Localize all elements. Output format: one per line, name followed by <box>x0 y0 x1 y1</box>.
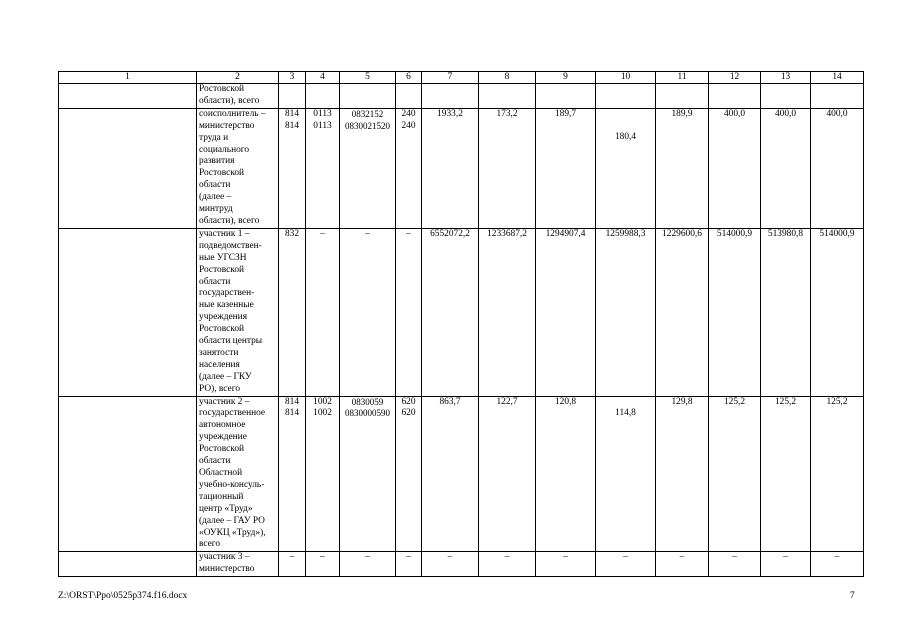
row-label: участник 1 – подведомствен- ные УГСЗН Ростовской области государствен- ные казенные учреждения Ростовской области центры занятости населения (далее – ГКУ РО), всего <box>197 228 279 396</box>
table-row <box>59 84 864 109</box>
cell-col5: – <box>340 552 396 577</box>
col-header-7: 7 <box>422 72 479 84</box>
cell-col8: 1233687,2 <box>479 228 536 396</box>
row-label: участник 3 – министерство <box>197 552 279 577</box>
cell-col5: – <box>340 228 396 396</box>
col-header-1: 1 <box>59 72 197 84</box>
table-cell <box>536 84 596 109</box>
table-cell <box>709 84 761 109</box>
cell-col11: 189,9 <box>656 108 709 228</box>
table-cell <box>656 84 709 109</box>
table-row <box>59 396 864 552</box>
table-cell <box>59 552 197 577</box>
table-cell <box>396 84 422 109</box>
cell-col12: 514000,9 <box>709 228 761 396</box>
table-cell <box>422 84 479 109</box>
cell-col8: 173,2 <box>479 108 536 228</box>
table-cell <box>59 108 197 228</box>
col-header-6: 6 <box>396 72 422 84</box>
footer-file-path: Z:\ORST\Ppo\0525p374.f16.docx <box>58 591 188 601</box>
cell-col7: – <box>422 552 479 577</box>
col-header-8: 8 <box>479 72 536 84</box>
table-cell <box>59 84 197 109</box>
table-cell <box>596 84 656 109</box>
table-cell <box>761 84 811 109</box>
cell-col5: 0832152 0830021520 <box>340 108 396 228</box>
cell-col12: 125,2 <box>709 396 761 552</box>
col-header-4: 4 <box>306 72 340 84</box>
cell-col6: 240 240 <box>396 108 422 228</box>
cell-col10: 1259988,3 <box>596 228 656 396</box>
cell-col12: 400,0 <box>709 108 761 228</box>
table-cell <box>479 84 536 109</box>
cell-col11: 1229600,6 <box>656 228 709 396</box>
cell-col3: 832 <box>279 228 306 396</box>
cell-col14: 125,2 <box>811 396 864 552</box>
col-header-10: 10 <box>596 72 656 84</box>
cell-col8: – <box>479 552 536 577</box>
cell-col3: 814 814 <box>279 108 306 228</box>
cell-col7: 863,7 <box>422 396 479 552</box>
cell-col6: 620 620 <box>396 396 422 552</box>
cell-col9: 120,8 <box>536 396 596 552</box>
col-header-11: 11 <box>656 72 709 84</box>
cell-col4: – <box>306 228 340 396</box>
row-label: Ростовской области), всего <box>197 84 279 109</box>
cell-col14: 400,0 <box>811 108 864 228</box>
cell-col11: – <box>656 552 709 577</box>
col-header-13: 13 <box>761 72 811 84</box>
table-cell <box>306 84 340 109</box>
cell-col9: 1294907,4 <box>536 228 596 396</box>
table-cell <box>811 84 864 109</box>
cell-col5: 0830059 0830000590 <box>340 396 396 552</box>
cell-col3: 814 814 <box>279 396 306 552</box>
cell-col12: – <box>709 552 761 577</box>
cell-col3: – <box>279 552 306 577</box>
cell-col10: – <box>596 552 656 577</box>
row-label: соисполнитель – министерство труда и социального развития Ростовской области (далее – минтруд области), всего <box>197 108 279 228</box>
table-row <box>59 228 864 396</box>
cell-col7: 1933,2 <box>422 108 479 228</box>
cell-col7: 6552072,2 <box>422 228 479 396</box>
table-cell <box>59 396 197 552</box>
footer-page-number: 7 <box>850 591 855 601</box>
cell-col4: 0113 0113 <box>306 108 340 228</box>
table-row <box>59 108 864 228</box>
cell-col10: 180,4 <box>596 108 656 228</box>
col-header-14: 14 <box>811 72 864 84</box>
cell-col13: 400,0 <box>761 108 811 228</box>
col-header-9: 9 <box>536 72 596 84</box>
budget-table <box>58 71 864 577</box>
cell-col14: 514000,9 <box>811 228 864 396</box>
cell-col11: 129,8 <box>656 396 709 552</box>
cell-col13: – <box>761 552 811 577</box>
table-cell <box>59 228 197 396</box>
cell-col6: – <box>396 552 422 577</box>
table-cell <box>279 84 306 109</box>
cell-col6: – <box>396 228 422 396</box>
col-header-5: 5 <box>340 72 396 84</box>
column-number-row <box>59 72 864 84</box>
col-header-12: 12 <box>709 72 761 84</box>
table-row <box>59 552 864 577</box>
cell-col4: 1002 1002 <box>306 396 340 552</box>
cell-col13: 125,2 <box>761 396 811 552</box>
cell-col4: – <box>306 552 340 577</box>
table-cell <box>340 84 396 109</box>
cell-col10: 114,8 <box>596 396 656 552</box>
cell-col14: – <box>811 552 864 577</box>
col-header-2: 2 <box>197 72 279 84</box>
cell-col9: 189,7 <box>536 108 596 228</box>
cell-col9: – <box>536 552 596 577</box>
row-label: участник 2 – государственное автономное учреждение Ростовской области Областной учебно-консуль- тационный центр «Труд» (далее – ГАУ РО «ОУКЦ «Труд»), всего <box>197 396 279 552</box>
col-header-3: 3 <box>279 72 306 84</box>
cell-col8: 122,7 <box>479 396 536 552</box>
cell-col13: 513980,8 <box>761 228 811 396</box>
